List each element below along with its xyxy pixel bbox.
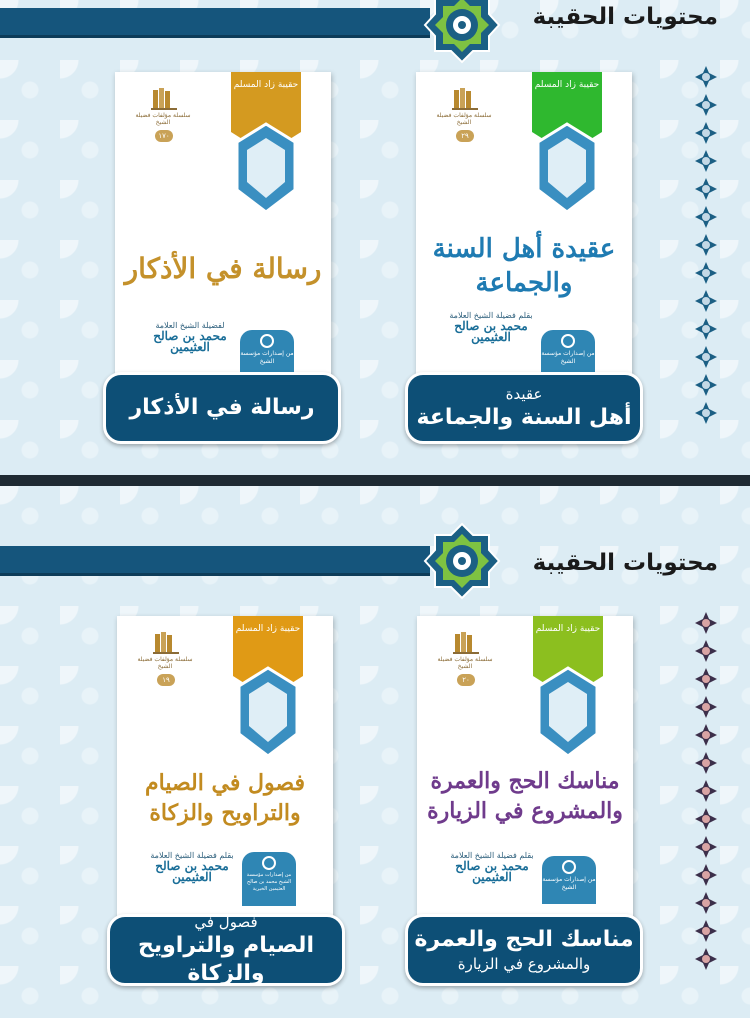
cover-number: ١٧٠ [155, 130, 173, 142]
ornament-strip [693, 612, 719, 970]
cover-number: ٢٩ [456, 130, 474, 142]
publisher-text: من إصدارات مؤسسة الشيخ [240, 350, 294, 365]
ornament-icon [695, 920, 717, 942]
cover-author [135, 320, 245, 353]
cover-number: ٢٠ [457, 674, 475, 686]
ornament-icon [695, 290, 717, 312]
book-cover[interactable] [417, 616, 633, 928]
label-subtitle: عقيدة [505, 385, 543, 403]
ornament-icon [695, 262, 717, 284]
label-title: مناسك الحج والعمرة [414, 927, 634, 952]
ornament-icon [695, 612, 717, 634]
tag-label: حقيبة زاد المسلم [534, 80, 600, 90]
content-panel-top [0, 0, 750, 475]
medallion-icon [423, 522, 501, 600]
publisher-badge [541, 330, 595, 378]
label-subtitle: فصول في [194, 913, 258, 931]
label-title: أهل السنة والجماعة [416, 405, 632, 430]
content-panel-bottom [0, 486, 750, 1018]
book-label[interactable] [405, 914, 643, 986]
ornament-icon [695, 318, 717, 340]
header-bar [0, 8, 430, 38]
cover-author [436, 310, 546, 343]
books-icon [453, 630, 479, 654]
ornament-icon [695, 808, 717, 830]
section-title: محتويات الحقيبة [532, 4, 718, 30]
book-cover[interactable] [115, 72, 331, 390]
book-label[interactable] [103, 372, 341, 444]
ornament-icon [695, 864, 717, 886]
cover-number: ١٩ [157, 674, 175, 686]
book-cover[interactable] [117, 616, 333, 928]
ornament-icon [695, 948, 717, 970]
collection-tag-icon [231, 72, 301, 222]
cover-author [137, 850, 247, 883]
publisher-logo-icon [260, 334, 274, 348]
books-icon [452, 86, 478, 110]
ornament-icon [695, 66, 717, 88]
section-title: محتويات الحقيبة [532, 550, 718, 576]
collection-tag-icon [533, 616, 603, 766]
ornament-icon [695, 94, 717, 116]
publisher-text: من إصدارات مؤسسة الشيخ محمد بن صالح العثيمين الخيرية [246, 872, 292, 892]
author-name: محمد بن صالح العثيمين [153, 329, 227, 354]
cover-title: عقيدة أهل السنة والجماعة [432, 234, 616, 298]
publisher-text: من إصدارات مؤسسة الشيخ [542, 876, 596, 891]
author-line: بقلم فضيلة الشيخ العلامة [449, 311, 533, 320]
publisher-logo-icon [262, 856, 276, 870]
publisher-text: من إصدارات مؤسسة الشيخ [541, 350, 595, 365]
author-line: بقلم فضيلة الشيخ العلامة [450, 851, 534, 860]
ornament-icon [695, 122, 717, 144]
ornament-icon [695, 668, 717, 690]
book-label[interactable] [107, 914, 345, 986]
ornament-icon [695, 752, 717, 774]
ornament-icon [695, 640, 717, 662]
cover-title: رسالة في الأذكار [124, 252, 322, 285]
ornament-icon [695, 178, 717, 200]
series-label: سلسلة مؤلفات فضيلة الشيخ [436, 112, 492, 126]
series-label: سلسلة مؤلفات فضيلة الشيخ [135, 112, 191, 126]
ornament-strip [693, 66, 719, 424]
cover-author [437, 850, 547, 883]
ornament-icon [695, 206, 717, 228]
author-line: بقلم فضيلة الشيخ العلامة [150, 851, 234, 860]
label-title: الصيام والتراويح والزكاة [138, 933, 314, 986]
header-bar [0, 546, 430, 576]
ornament-icon [695, 724, 717, 746]
ornament-icon [695, 780, 717, 802]
books-icon [153, 630, 179, 654]
ornament-icon [695, 150, 717, 172]
series-label: سلسلة مؤلفات فضيلة الشيخ [437, 656, 493, 670]
collection-tag-icon [532, 72, 602, 222]
book-label[interactable] [405, 372, 643, 444]
ornament-icon [695, 374, 717, 396]
books-icon [151, 86, 177, 110]
medallion-icon [423, 0, 501, 64]
publisher-badge [242, 852, 296, 906]
ornament-icon [695, 892, 717, 914]
publisher-badge [542, 856, 596, 904]
ornament-icon [695, 696, 717, 718]
author-line: لفضيلة الشيخ العلامة [155, 321, 225, 330]
ornament-icon [695, 346, 717, 368]
ornament-icon [695, 402, 717, 424]
publisher-logo-icon [562, 860, 576, 874]
ornament-icon [695, 836, 717, 858]
publisher-logo-icon [561, 334, 575, 348]
tag-label: حقيبة زاد المسلم [535, 624, 601, 634]
tag-label: حقيبة زاد المسلم [235, 624, 301, 634]
ornament-icon [695, 234, 717, 256]
cover-title: فصول في الصيام والتراويح والزكاة [145, 770, 305, 826]
book-cover[interactable] [416, 72, 632, 390]
author-name: محمد بن صالح العثيمين [454, 319, 528, 344]
tag-label: حقيبة زاد المسلم [233, 80, 299, 90]
publisher-badge [240, 330, 294, 378]
series-label: سلسلة مؤلفات فضيلة الشيخ [137, 656, 193, 670]
label-title: رسالة في الأذكار [129, 395, 315, 420]
author-name: محمد بن صالح العثيمين [155, 859, 229, 884]
label-subtitle: والمشروع في الزيارة [457, 955, 591, 973]
collection-tag-icon [233, 616, 303, 766]
author-name: محمد بن صالح العثيمين [455, 859, 529, 884]
cover-title: مناسك الحج والعمرة والمشروع في الزيارة [427, 768, 623, 824]
